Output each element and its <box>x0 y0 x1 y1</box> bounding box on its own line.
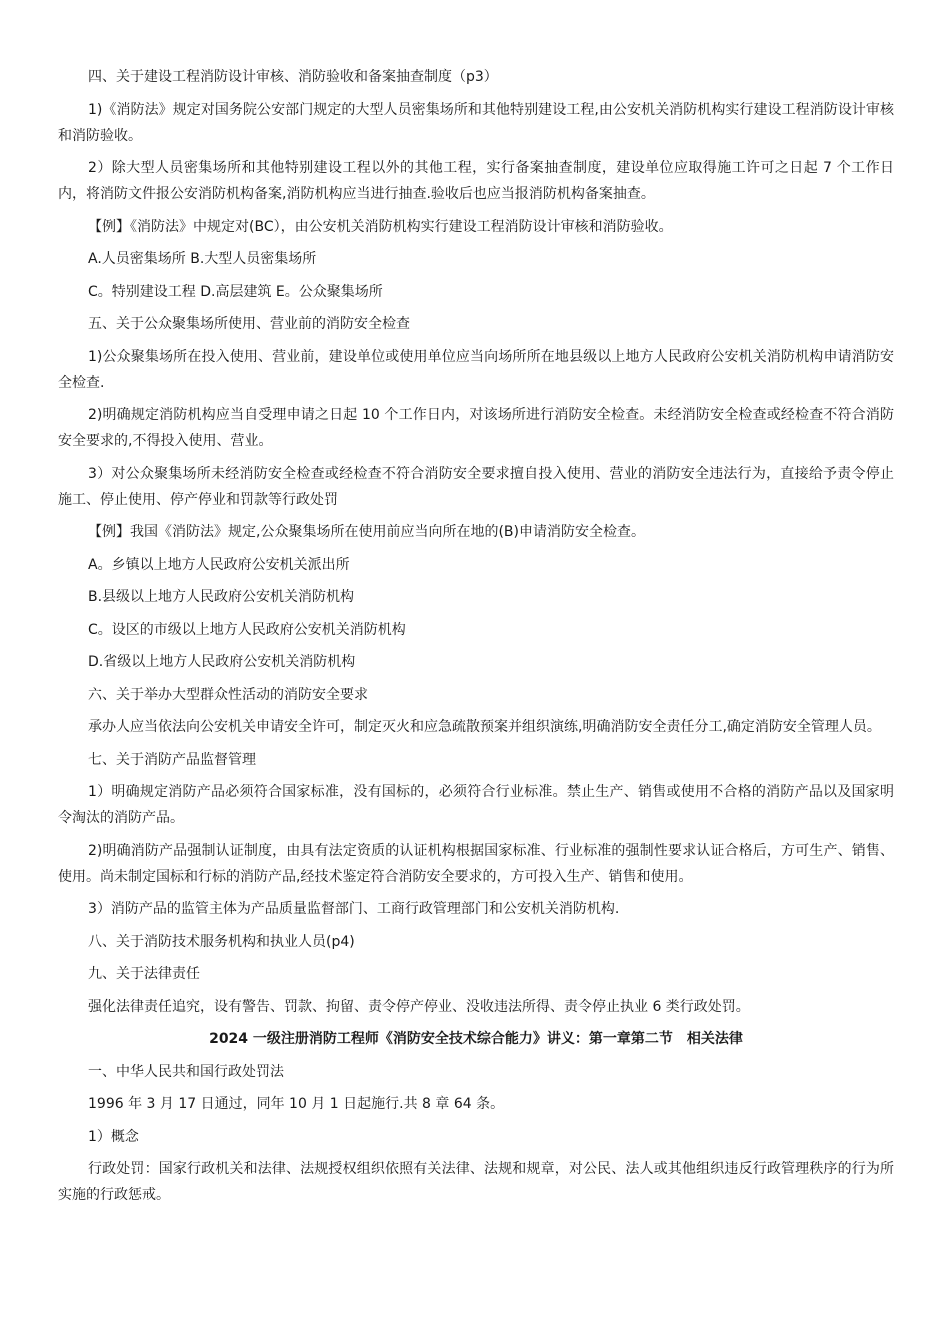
paragraph: 3）消防产品的监管主体为产品质量监督部门、工商行政管理部门和公安机关消防机构. <box>88 901 620 917</box>
subheading-concept: 1）概念 <box>88 1128 139 1145</box>
document-page <box>58 64 894 1215</box>
paragraph: 1996 年 3 月 17 日通过，同年 10 月 1 日起施行.共 8 章 64 条。 <box>88 1096 505 1112</box>
paragraph: 3）对公众聚集场所未经消防安全检查或经检查不符合消防安全要求擅自投入使用、营业的消防安全违法行为，直接给予责令停止施工、停止使用、停产停业和罚款等行政处罚 <box>58 465 894 508</box>
heading-section-9: 九、关于法律责任 <box>88 966 200 982</box>
paragraph: 1)《消防法》规定对国务院公安部门规定的大型人员密集场所和其他特别建设工程,由公安机关消防机构实行建设工程消防设计审核和消防验收。 <box>58 101 894 144</box>
paragraph: 2)明确消防产品强制认证制度，由具有法定资质的认证机构根据国家标准、行业标准的强制性要求认证合格后，方可生产、销售、使用。尚未制定国标和行标的消防产品,经技术鉴定符合消防安全要求的，方可投入生产、销售和使用。 <box>58 842 894 885</box>
paragraph: 1）明确规定消防产品必须符合国家标准，没有国标的，必须符合行业标准。禁止生产、销售或使用不合格的消防产品以及国家明令淘汰的消防产品。 <box>58 784 894 826</box>
heading-section-6: 六、关于举办大型群众性活动的消防安全要求 <box>88 686 368 703</box>
example-question: 【例】我国《消防法》规定,公众聚集场所在使用前应当向所在地的(B)申请消防安全检查。 <box>88 524 645 540</box>
heading-law-1: 一、中华人民共和国行政处罚法 <box>88 1063 284 1080</box>
heading-section-7: 七、关于消防产品监督管理 <box>88 751 256 768</box>
answer-option: B.县级以上地方人民政府公安机关消防机构 <box>88 589 355 605</box>
paragraph: 承办人应当依法向公安机关申请安全许可，制定灭火和应急疏散预案并组织演练,明确消防安全责任分工,确定消防安全管理人员。 <box>88 719 881 735</box>
answer-option: C。特别建设工程 D.高层建筑 E。公众聚集场所 <box>88 283 383 300</box>
heading-section-4: 四、关于建设工程消防设计审核、消防验收和备案抽查制度（p3） <box>88 69 498 85</box>
paragraph: 强化法律责任追究，设有警告、罚款、拘留、责令停产停业、没收违法所得、责令停止执业 6 类行政处罚。 <box>88 998 750 1015</box>
section-title: 2024 一级注册消防工程师《消防安全技术综合能力》讲义：第一章第二节 相关法律 <box>209 1031 743 1047</box>
paragraph: 2）除大型人员密集场所和其他特别建设工程以外的其他工程，实行备案抽查制度，建设单位应取得施工许可之日起 7 个工作日内，将消防文件报公安消防机构备案,消防机构应当进行抽查.验收后也应当报消防机构备案抽查。 <box>58 160 894 202</box>
paragraph: 2)明确规定消防机构应当自受理申请之日起 10 个工作日内，对该场所进行消防安全检查。未经消防安全检查或经检查不符合消防安全要求的,不得投入使用、营业。 <box>58 407 894 449</box>
answer-option: A。乡镇以上地方人民政府公安机关派出所 <box>88 556 350 573</box>
paragraph: 行政处罚：国家行政机关和法律、法规授权组织依照有关法律、法规和规章，对公民、法人或其他组织违反行政管理秩序的行为所实施的行政惩戒。 <box>58 1161 894 1203</box>
paragraph: 1)公众聚集场所在投入使用、营业前，建设单位或使用单位应当向场所所在地县级以上地方人民政府公安机关消防机构申请消防安全检查. <box>58 348 894 391</box>
answer-option: D.省级以上地方人民政府公安机关消防机构 <box>88 654 356 670</box>
heading-section-5: 五、关于公众聚集场所使用、营业前的消防安全检查 <box>88 316 410 332</box>
example-question: 【例】《消防法》中规定对(BC），由公安机关消防机构实行建设工程消防设计审核和消防验收。 <box>88 218 673 235</box>
answer-option: A.人员密集场所 B.大型人员密集场所 <box>88 251 317 267</box>
heading-section-8: 八、关于消防技术服务机构和执业人员(p4) <box>88 933 355 950</box>
answer-option: C。设区的市级以上地方人民政府公安机关消防机构 <box>88 621 406 638</box>
